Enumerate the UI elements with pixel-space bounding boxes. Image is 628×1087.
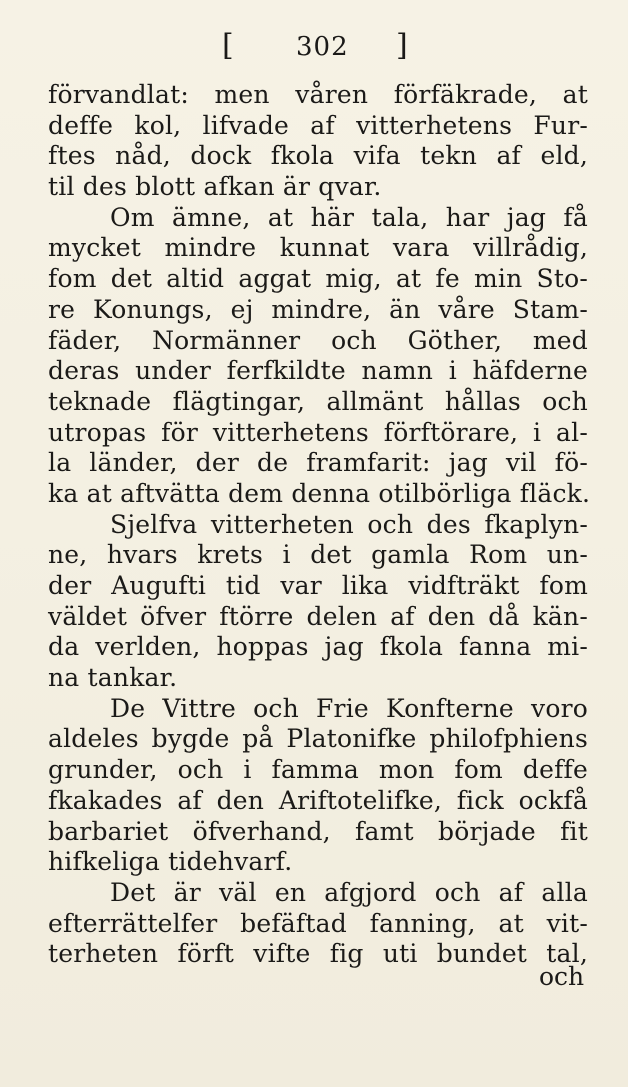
page-header xyxy=(0,28,628,68)
text-line: fkakades af den Ariftotelifke, fick ockfå xyxy=(48,785,588,815)
text-line: mycket mindre kunnat vara villrådig, xyxy=(48,233,588,263)
text-line: aldeles bygde på Platonifke philofphiens xyxy=(48,724,588,754)
text-line: deras under ferfkildte namn i häfderne xyxy=(48,356,588,386)
text-line: utropas för vitterhetens förftörare, i al- xyxy=(48,417,588,447)
text-line: De Vittre och Frie Konfterne voro xyxy=(110,693,588,723)
text-line: väldet öfver ftörre delen af den då kän- xyxy=(48,601,588,631)
text-line: na tankar. xyxy=(48,663,178,693)
text-line: Om ämne, at här tala, har jag få xyxy=(110,202,588,232)
page-number: 302 xyxy=(296,32,349,62)
text-line: til des blott afkan är qvar. xyxy=(48,172,382,202)
text-line: ftes nåd, dock fkola vifa tekn af eld, xyxy=(48,141,588,171)
body-text xyxy=(48,80,591,970)
text-line: la länder, der de framfarit: jag vil fö- xyxy=(48,448,588,478)
text-line: hifkeliga tidehvarf. xyxy=(48,847,293,877)
text-line: ka at aftvätta dem denna otilbörliga fläck. xyxy=(48,478,591,508)
text-line: grunder, och i famma mon fom deffe xyxy=(48,755,588,785)
text-line: fäder, Normänner och Göther, med xyxy=(48,325,588,355)
text-line: ne, hvars krets i det gamla Rom un- xyxy=(48,540,588,570)
text-line: der Augufti tid var lika vidfträkt fom xyxy=(48,571,588,600)
text-line: terheten förft vifte fig uti bundet tal, xyxy=(48,939,588,969)
text-line: förvandlat: men våren förfäkrade, at xyxy=(48,80,588,109)
text-line: efterrättelfer befäftad fanning, at vit- xyxy=(48,908,588,938)
header-bracket-left: [ xyxy=(222,28,234,63)
text-line: barbariet öfverhand, famt började fit xyxy=(48,816,588,846)
header-bracket-right: ] xyxy=(396,28,408,63)
text-line: fom det altid aggat mig, at fe min Sto- xyxy=(48,264,588,294)
text-line: re Konungs, ej mindre, än våre Stam- xyxy=(48,294,588,324)
text-line: deffe kol, lifvade af vitterhetens Fur- xyxy=(48,110,588,140)
text-line: da verlden, hoppas jag fkola fanna mi- xyxy=(48,632,588,662)
text-line: Sjelfva vitterheten och des fkaplyn- xyxy=(110,509,588,539)
catchword: och xyxy=(539,962,585,991)
text-line: Det är väl en afgjord och af alla xyxy=(110,877,588,907)
text-line: teknade flägtingar, allmänt hållas och xyxy=(48,386,588,416)
